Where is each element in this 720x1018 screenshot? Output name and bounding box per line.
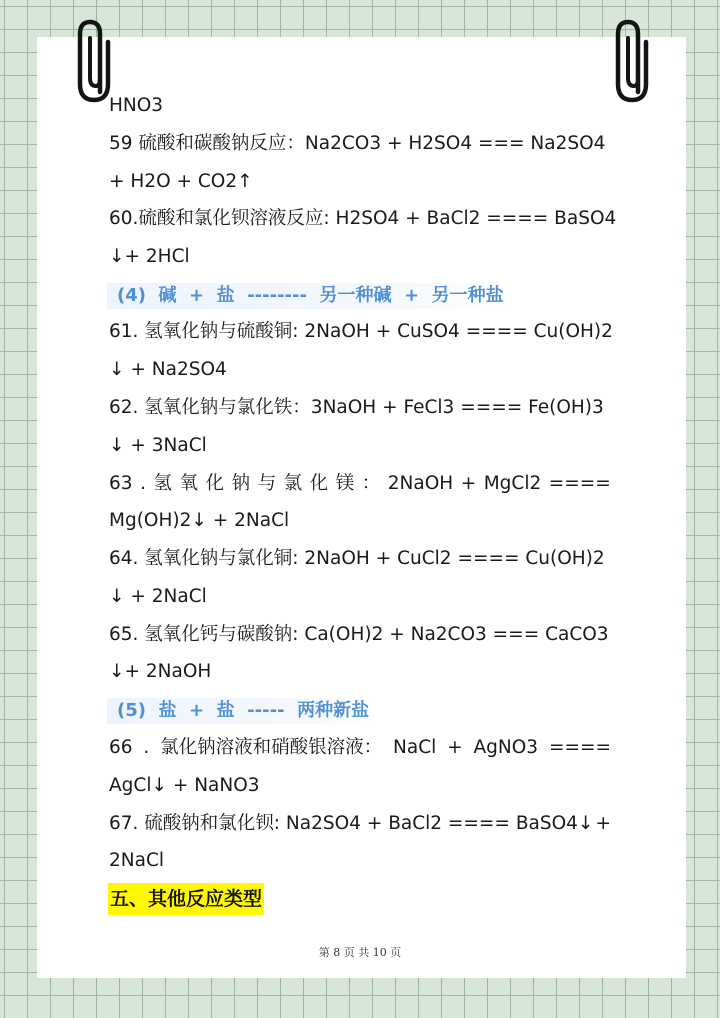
text-line: ↓+ 2HCl bbox=[109, 246, 190, 267]
text-line: ↓ + 3NaCl bbox=[109, 435, 207, 456]
text-line: Mg(OH)2↓ + 2NaCl bbox=[109, 510, 290, 531]
text-part: 氧 bbox=[179, 473, 199, 494]
reaction-63 bbox=[109, 472, 611, 496]
reaction-64: 64. 氢氧化钠与氯化铜: 2NaOH + CuCl2 ==== Cu(OH)2 bbox=[109, 548, 605, 569]
reaction-60: 60.硫酸和氯化钡溶液反应: H2SO4 + BaCl2 ==== BaSO4 bbox=[109, 208, 617, 229]
paperclip-icon bbox=[70, 14, 118, 106]
subheading-salt-salt: (5) 盐 + 盐 ----- 两种新盐 bbox=[107, 698, 377, 724]
reaction-59: 59 硫酸和碳酸钠反应：Na2CO3 + H2SO4 === Na2SO4 bbox=[109, 133, 606, 154]
text-line: ↓+ 2NaOH bbox=[109, 661, 212, 682]
text-part: 钠 bbox=[231, 473, 251, 494]
text-part: 镁 bbox=[335, 473, 355, 494]
section-title: 五、其他反应类型 bbox=[108, 883, 264, 915]
text-part: + bbox=[447, 737, 463, 758]
text-part: ==== bbox=[548, 473, 611, 494]
text-part: + bbox=[595, 813, 611, 834]
text-part: 63 bbox=[109, 473, 133, 494]
text-part: 氢 bbox=[153, 473, 172, 494]
text-line: 2NaCl bbox=[109, 850, 165, 871]
text-line: ↓ + Na2SO4 bbox=[109, 359, 227, 380]
text-part: AgNO3 bbox=[473, 737, 539, 758]
text-part: 氯化钠溶液和硝酸银溶液： bbox=[160, 737, 383, 758]
text-part: MgCl2 bbox=[483, 473, 542, 494]
paperclip-icon bbox=[608, 14, 656, 106]
text-part: ： bbox=[361, 473, 381, 494]
text-part: 氯 bbox=[283, 473, 303, 494]
reaction-65: 65. 氢氧化钙与碳酸钠: Ca(OH)2 + Na2CO3 === CaCO3 bbox=[109, 624, 609, 645]
text-part: ==== bbox=[548, 737, 611, 758]
text-line: AgCl↓ + NaNO3 bbox=[109, 775, 260, 796]
text-line: HNO3 bbox=[109, 95, 164, 116]
text-line: + H2O + CO2↑ bbox=[109, 171, 253, 192]
text-line: ↓ + 2NaCl bbox=[109, 586, 207, 607]
reaction-62: 62. 氢氧化钠与氯化铁：3NaOH + FeCl3 ==== Fe(OH)3 bbox=[109, 397, 604, 418]
subheading-base-salt: (4) 碱 + 盐 -------- 另一种碱 + 另一种盐 bbox=[107, 283, 512, 309]
text-part: + bbox=[460, 473, 477, 494]
text-part: . bbox=[140, 473, 146, 494]
text-part: 与 bbox=[257, 473, 277, 494]
text-part: NaCl bbox=[393, 737, 437, 758]
page-footer: 第 8 页 共 10 页 bbox=[318, 946, 402, 959]
text-part: 化 bbox=[205, 473, 225, 494]
text-part: 66 bbox=[109, 737, 133, 758]
reaction-66 bbox=[109, 736, 611, 760]
reaction-67 bbox=[109, 812, 611, 836]
reaction-61: 61. 氢氧化钠与硫酸铜: 2NaOH + CuSO4 ==== Cu(OH)2 bbox=[109, 321, 613, 342]
text-part: 67. 硫酸钠和氯化钡: Na2SO4 + BaCl2 ==== BaSO4↓ bbox=[109, 813, 594, 834]
text-part: 化 bbox=[309, 473, 329, 494]
text-part: . bbox=[143, 737, 150, 758]
text-part: 2NaOH bbox=[387, 473, 454, 494]
